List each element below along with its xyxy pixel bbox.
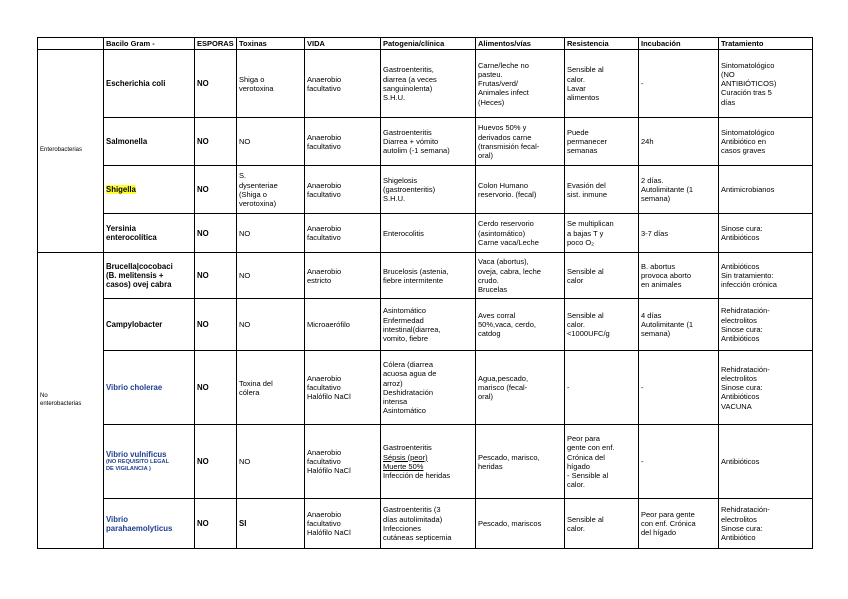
cell-line: Asintomático <box>383 406 426 416</box>
cell-line: facultativo <box>307 83 341 93</box>
legal-note: DE VIGILANCIA ) <box>106 466 151 473</box>
cell-line: verotoxina) <box>239 198 277 208</box>
cell-line: Escherichia coli <box>106 79 166 89</box>
group-no-enterobacterias <box>38 253 104 549</box>
cell-patogenia <box>381 118 476 166</box>
cell-line: en animales <box>641 280 682 290</box>
cell-line: oveja, cabra, leche <box>478 266 541 276</box>
cell-alimentos <box>476 118 565 166</box>
cell-toxinas <box>237 166 305 214</box>
cell-line: verotoxina <box>239 83 274 93</box>
cell-patogenia <box>381 253 476 299</box>
cell-line: poco O₂ <box>567 237 595 247</box>
cell-line: facultativo <box>307 457 341 467</box>
cell-line: Anaerobio <box>307 509 342 519</box>
cell-alimentos <box>476 253 565 299</box>
cell-tratamiento <box>719 214 813 253</box>
cell-line: Antibiótico en <box>721 137 767 147</box>
cell-bacilo <box>104 425 195 499</box>
cell-line: Colon Humano <box>478 180 529 190</box>
cell-patogenia <box>381 499 476 549</box>
cell-line: reservorio. (fecal) <box>478 189 537 199</box>
cell-line: Antibióticos <box>721 392 760 402</box>
cell-line: NO <box>239 137 251 147</box>
cell-line: vomito, fiebre <box>383 333 429 343</box>
cell-resistencia <box>565 50 639 118</box>
cell-line: Sensible al <box>567 310 604 320</box>
cell-line: gente con enf. <box>567 443 615 453</box>
cell-toxinas <box>237 253 305 299</box>
header-bacilo: Bacilo Gram - <box>104 38 195 50</box>
cell-line: permanecer <box>567 137 608 147</box>
cell-line: Evasión del <box>567 180 606 190</box>
cell-line: derivados carne <box>478 132 532 142</box>
cell-line: semana) <box>641 329 671 339</box>
bacteria-table <box>37 37 813 549</box>
cell-incubacion <box>639 253 719 299</box>
cell-line: a bajas T y <box>567 228 604 238</box>
cell-line: NO <box>239 457 251 467</box>
cell-resistencia <box>565 118 639 166</box>
cell-vida <box>305 499 381 549</box>
cell-resistencia <box>565 166 639 214</box>
cell-line: Crónica del <box>567 452 605 462</box>
cell-line: Pescado, marisco, <box>478 452 540 462</box>
cell-line: Deshidratación <box>383 387 434 397</box>
cell-line: S. <box>239 171 247 181</box>
cell-line: intensa <box>383 396 408 406</box>
cell-line: Carne vaca/Leche <box>478 237 539 247</box>
cell-line: - <box>641 383 644 393</box>
cell-tratamiento <box>719 253 813 299</box>
cell-line: Salmonella <box>106 137 148 147</box>
group-label: No <box>40 393 48 400</box>
group-enterobacterias <box>38 50 104 253</box>
cell-line: Shiga o <box>239 74 265 84</box>
cell-line: Sin tratamiento: <box>721 271 774 281</box>
cell-line: Cólera (diarrea <box>383 360 434 370</box>
cell-line: Anaerobio <box>307 180 342 190</box>
cell-line: (B. melitensis + <box>106 271 164 281</box>
cell-line: infección crónica <box>721 280 777 290</box>
cell-patogenia <box>381 351 476 425</box>
cell-line: semanas <box>567 146 598 156</box>
cell-line: Infecciones <box>383 523 421 533</box>
cell-line: Anaerobio <box>307 224 342 233</box>
cell-line: Agua,pescado, <box>478 373 529 383</box>
cell-toxinas <box>237 351 305 425</box>
header-vida: VIDA <box>305 38 381 50</box>
table-row <box>38 425 813 499</box>
cell-line: SI <box>239 519 247 529</box>
cell-bacilo <box>104 499 195 549</box>
cell-line: Sensible al <box>567 65 604 75</box>
cell-line: NO <box>239 228 251 238</box>
cell-line: autolim (-1 semana) <box>383 146 450 156</box>
cell-patogenia <box>381 214 476 253</box>
cell-line: pasteu. <box>478 69 503 79</box>
header-alimentos: Alimentos/vías <box>476 38 565 50</box>
cell-line: Microaerófilo <box>307 320 350 330</box>
cell-line: sist. inmune <box>567 189 608 199</box>
cell-patogenia <box>381 425 476 499</box>
cell-tratamiento <box>719 50 813 118</box>
cell-line: S.H.U. <box>383 92 406 102</box>
cell-line: Brucelosis (astenia, <box>383 266 449 276</box>
cell-line: Muerte 50% <box>383 461 424 471</box>
cell-line: Halófilo NaCl <box>307 528 351 538</box>
cell-line: Halófilo NaCl <box>307 392 351 402</box>
cell-resistencia <box>565 214 639 253</box>
cell-patogenia <box>381 166 476 214</box>
cell-bacilo <box>104 118 195 166</box>
cell-line: oral) <box>478 392 494 402</box>
group-label: enterobacterias <box>40 400 82 407</box>
cell-line: Anaerobio <box>307 447 342 457</box>
cell-line: Antibiótico <box>721 532 756 542</box>
cell-line: (Shiga o <box>239 189 267 199</box>
cell-line: catdog <box>478 329 501 339</box>
table-row <box>38 166 813 214</box>
cell-line: Cerdo reservorio <box>478 219 534 229</box>
cell-incubacion <box>639 214 719 253</box>
cell-toxinas <box>237 499 305 549</box>
cell-line: hígado <box>567 461 590 471</box>
cell-bacilo <box>104 214 195 253</box>
cell-line: calor. <box>567 74 585 84</box>
cell-line: Lavar <box>567 83 586 93</box>
cell-line: del hígado <box>641 528 677 538</box>
cell-line: marisco (fecal- <box>478 383 528 393</box>
cell-line: Toxina del <box>239 378 273 388</box>
cell-line: dysenteriae <box>239 180 278 190</box>
cell-line: Huevos 50% y <box>478 123 527 133</box>
cell-line: Autolimitante (1 <box>641 320 694 330</box>
cell-resistencia <box>565 425 639 499</box>
cell-line: Sensible al <box>567 514 604 524</box>
cell-incubacion <box>639 299 719 351</box>
cell-alimentos <box>476 499 565 549</box>
cell-line: Vaca (abortus), <box>478 257 529 267</box>
cell-line: con enf. Crónica <box>641 519 696 529</box>
cell-incubacion <box>639 50 719 118</box>
cell-line: 50%,vaca, cerdo, <box>478 320 536 330</box>
cell-line: Vibrio vulnificus <box>106 450 167 460</box>
cell-alimentos <box>476 351 565 425</box>
cell-line: Vibrio <box>106 514 128 524</box>
cell-line: Sintomatológico <box>721 127 775 137</box>
cell-line: acuosa agua de <box>383 369 437 379</box>
cell-line: Curación tras 5 <box>721 88 772 98</box>
cell-line: Anaerobio <box>307 373 342 383</box>
cell-line: Puede <box>567 127 589 137</box>
cell-line: facultativo <box>307 383 341 393</box>
cell-incubacion <box>639 425 719 499</box>
cell-line: intestinal(diarrea, <box>383 324 441 334</box>
cell-line: - Sensible al <box>567 470 609 480</box>
cell-line: Frutas/verd/ <box>478 79 519 89</box>
cell-line: - <box>567 383 570 393</box>
cell-line: Diarrea + vómito <box>383 137 439 147</box>
cell-line: facultativo <box>307 189 341 199</box>
cell-toxinas <box>237 299 305 351</box>
cell-line: Anaerobio <box>307 132 342 142</box>
cell-line: Antibióticos <box>721 457 760 467</box>
cell-line: calor. <box>567 320 585 330</box>
cell-esporas: NO <box>195 118 237 166</box>
cell-line: Rehidratación- <box>721 306 770 316</box>
cell-line: Animales infect <box>478 88 529 98</box>
cell-esporas: NO <box>195 166 237 214</box>
cell-line: (NO <box>721 69 735 79</box>
table-row <box>38 118 813 166</box>
cell-line: 3-7 días <box>641 228 669 238</box>
cell-line: ANTIBIÓTICOS) <box>721 79 777 89</box>
cell-vida <box>305 253 381 299</box>
cell-line: facultativo <box>307 141 341 151</box>
cell-tratamiento <box>719 118 813 166</box>
cell-line: electrolitos <box>721 315 757 325</box>
cell-line: (Heces) <box>478 97 505 107</box>
cell-line: Enterocolitis <box>383 228 424 238</box>
cell-line: Pescado, mariscos <box>478 519 542 529</box>
cell-vida <box>305 50 381 118</box>
cell-line: Sinose cura: <box>721 324 763 334</box>
cell-resistencia <box>565 299 639 351</box>
cell-line: (asintomático) <box>478 228 526 238</box>
cell-vida <box>305 351 381 425</box>
cell-line: Sintomatológico <box>721 60 775 70</box>
header-tratamiento: Tratamiento <box>719 38 813 50</box>
cell-line: Anaerobio <box>307 74 342 84</box>
cell-line: fiebre intermitente <box>383 275 444 285</box>
header-resistencia: Resistencia <box>565 38 639 50</box>
header-row <box>38 38 813 50</box>
cell-line: - <box>641 79 644 89</box>
cell-incubacion <box>639 499 719 549</box>
cell-line: electrolitos <box>721 373 757 383</box>
cell-tratamiento <box>719 299 813 351</box>
cell-line: VACUNA <box>721 401 752 411</box>
cell-line: facultativo <box>307 519 341 529</box>
cell-resistencia <box>565 253 639 299</box>
cell-vida <box>305 214 381 253</box>
header-group <box>38 38 104 50</box>
cell-line: Antibióticos <box>721 233 760 243</box>
table-row <box>38 351 813 425</box>
cell-line: Gastroenteritis (3 <box>383 505 441 515</box>
cell-line: Sensible al <box>567 266 604 276</box>
cell-line: alimentos <box>567 92 600 102</box>
cell-resistencia <box>565 499 639 549</box>
cell-line: Yersinia <box>106 224 136 233</box>
header-esporas: ESPORAS <box>195 38 237 50</box>
cell-line: Sinose cura: <box>721 523 763 533</box>
cell-resistencia <box>565 351 639 425</box>
table-row <box>38 214 813 253</box>
cell-line: parahaemolyticus <box>106 523 173 533</box>
cell-alimentos <box>476 166 565 214</box>
cell-esporas: NO <box>195 351 237 425</box>
cell-line: Vibrio cholerae <box>106 383 163 393</box>
cell-line: Antibióticos <box>721 261 760 271</box>
cell-tratamiento <box>719 351 813 425</box>
cell-line: - <box>641 457 644 467</box>
cell-line: <1000UFC/g <box>567 329 610 339</box>
cell-tratamiento <box>719 166 813 214</box>
cell-line: Asintomático <box>383 306 426 316</box>
cell-line: enterocolítica <box>106 233 157 243</box>
cell-line: Infección de heridas <box>383 470 451 480</box>
cell-patogenia <box>381 299 476 351</box>
cell-line: electrolitos <box>721 514 757 524</box>
cell-alimentos <box>476 50 565 118</box>
cell-alimentos <box>476 425 565 499</box>
cell-line: NO <box>239 320 251 330</box>
cell-line: Autolimitante (1 <box>641 185 694 195</box>
cell-line: días <box>721 97 736 107</box>
cell-line: Enfermedad <box>383 315 424 325</box>
cell-line: oral) <box>478 150 494 160</box>
cell-toxinas <box>237 118 305 166</box>
cell-line: cutáneas septicemia <box>383 532 452 542</box>
cell-line: diarrea (a veces <box>383 74 437 84</box>
cell-line: NO <box>239 271 251 281</box>
cell-vida <box>305 118 381 166</box>
cell-line: provoca aborto <box>641 271 692 281</box>
table-row <box>38 299 813 351</box>
cell-bacilo <box>104 299 195 351</box>
cell-toxinas <box>237 214 305 253</box>
cell-line: cólera <box>239 387 260 397</box>
cell-esporas: NO <box>195 425 237 499</box>
header-incubacion: Incubación <box>639 38 719 50</box>
cell-alimentos <box>476 214 565 253</box>
cell-line: S.H.U. <box>383 194 406 204</box>
cell-line: sanguinolenta) <box>383 83 433 93</box>
cell-alimentos <box>476 299 565 351</box>
cell-incubacion <box>639 166 719 214</box>
table-row <box>38 253 813 299</box>
cell-esporas: NO <box>195 253 237 299</box>
cell-line: Brucelas <box>478 284 508 294</box>
cell-line: 2 días. <box>641 175 664 185</box>
cell-tratamiento <box>719 499 813 549</box>
cell-line: calor. <box>567 480 585 490</box>
cell-toxinas <box>237 425 305 499</box>
cell-line: Brucella|cocobaci <box>106 261 173 271</box>
cell-esporas: NO <box>195 499 237 549</box>
cell-line: Aves corral <box>478 310 516 320</box>
table-row <box>38 50 813 118</box>
legal-note: (NO REQUISITO LEGAL <box>106 459 169 466</box>
cell-line: Antibióticos <box>721 333 760 343</box>
cell-vida <box>305 299 381 351</box>
cell-line: Se multiplican <box>567 219 614 229</box>
cell-line: calor. <box>567 523 585 533</box>
cell-bacilo <box>104 166 195 214</box>
cell-line: semana) <box>641 194 671 204</box>
cell-patogenia <box>381 50 476 118</box>
cell-esporas: NO <box>195 299 237 351</box>
highlighted-text: Shigella <box>106 185 136 195</box>
cell-bacilo <box>104 351 195 425</box>
cell-vida <box>305 166 381 214</box>
cell-line: Sinose cura: <box>721 383 763 393</box>
cell-tratamiento <box>719 425 813 499</box>
cell-line: Halófilo NaCl <box>307 466 351 476</box>
cell-bacilo <box>104 50 195 118</box>
cell-line: Peor para <box>567 434 600 444</box>
cell-line: 24h <box>641 137 654 147</box>
cell-line: Gastroenteritis, <box>383 65 434 75</box>
cell-incubacion <box>639 351 719 425</box>
cell-vida <box>305 425 381 499</box>
cell-line: casos graves <box>721 146 766 156</box>
cell-line: Sinose cura: <box>721 224 763 233</box>
cell-toxinas <box>237 50 305 118</box>
cell-line: Anaerobio <box>307 266 342 276</box>
cell-esporas: NO <box>195 214 237 253</box>
cell-line: días autolimitada) <box>383 514 443 524</box>
cell-line: Antimicrobianos <box>721 185 775 195</box>
cell-line: Gastroenteritis <box>383 443 432 453</box>
cell-line: Peor para gente <box>641 509 695 519</box>
header-patogenia: Patogenia/clínica <box>381 38 476 50</box>
header-toxinas: Toxinas <box>237 38 305 50</box>
cell-line: Rehidratación- <box>721 505 770 515</box>
cell-line: arroz) <box>383 378 403 388</box>
cell-line: Campylobacter <box>106 320 163 330</box>
cell-line: 4 días <box>641 310 662 320</box>
cell-line: (transmisión fecal- <box>478 141 540 151</box>
cell-line: Rehidratación- <box>721 364 770 374</box>
cell-line: crudo. <box>478 275 499 285</box>
cell-line: calor <box>567 275 584 285</box>
cell-line: B. abortus <box>641 261 676 271</box>
cell-bacilo <box>104 253 195 299</box>
group-label: Enterobacterias <box>40 147 83 154</box>
cell-line: estricto <box>307 275 332 285</box>
cell-incubacion <box>639 118 719 166</box>
cell-line: (gastroenteritis) <box>383 185 436 195</box>
cell-line: facultativo <box>307 233 341 243</box>
table-row <box>38 499 813 549</box>
cell-esporas: NO <box>195 50 237 118</box>
cell-line: Carne/leche no <box>478 60 529 70</box>
cell-line: Sépsis (peor) <box>383 452 428 462</box>
cell-line: heridas <box>478 461 503 471</box>
cell-line: Shigelosis <box>383 175 418 185</box>
cell-line: Gastroenteritis <box>383 127 432 137</box>
cell-line: casos) ovej cabra <box>106 280 172 290</box>
